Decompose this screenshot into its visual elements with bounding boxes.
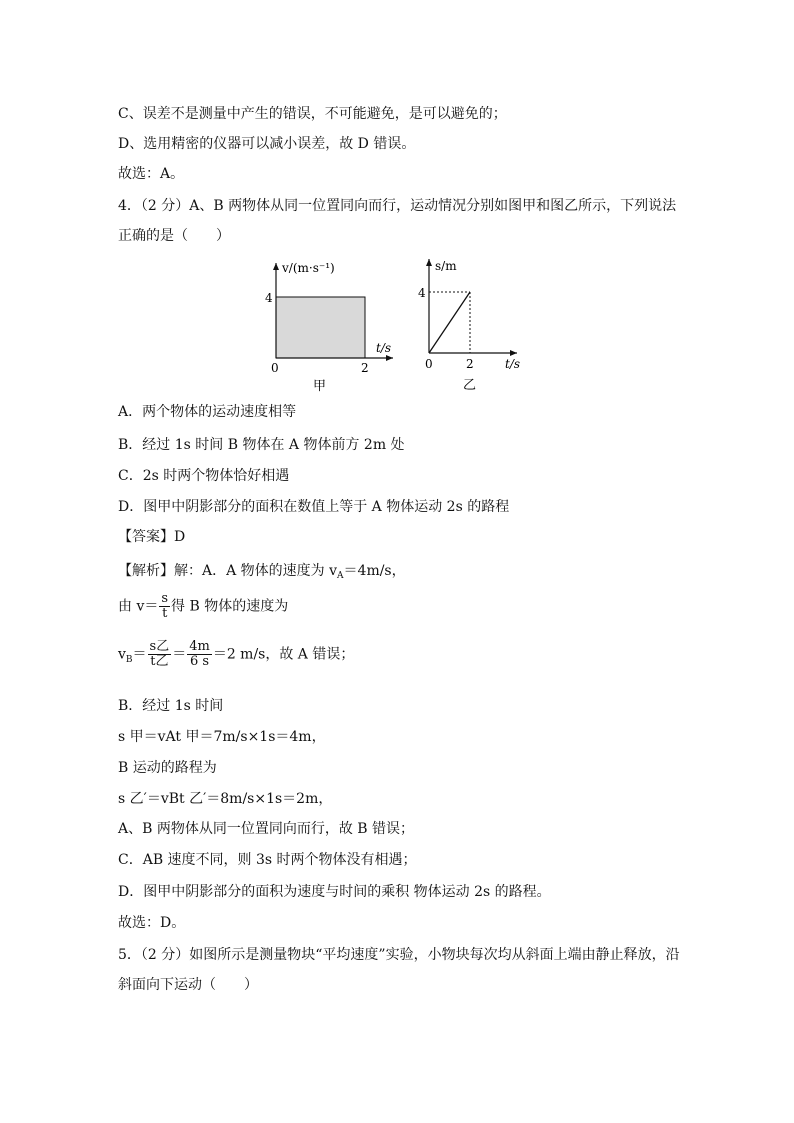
question-5-stem-cont: 斜面向下运动（ ）	[118, 977, 258, 993]
question-4-stem: 4．（2 分）A、B 两物体从同一位置同向而行，运动情况分别如图甲和图乙所示，下列说法	[118, 198, 677, 214]
explanation-2: 由 v＝ $\frac{s}{t}$ 得 B 物体的速度为	[118, 591, 289, 621]
jia-ylabel: v/(m·s⁻¹)	[282, 261, 335, 275]
line-c-error: C、误差不是测量中产生的错误，不可能避免，是可以避免的；	[118, 106, 507, 122]
option-d: D．图甲中阴影部分的面积在数值上等于 A 物体运动 2s 的路程	[118, 499, 510, 515]
yi-line	[429, 292, 470, 353]
yi-caption: 乙	[463, 378, 477, 393]
explanation-9: C．AB 速度不同，则 3s 时两个物体没有相遇；	[118, 852, 417, 868]
jia-xtick: 2	[361, 361, 369, 375]
explanation-11: 故选：D。	[118, 915, 186, 931]
explanation-1: 【解析】解：A．A 物体的速度为 $v_A=4m/s$，	[118, 563, 406, 581]
line-d-instrument: D、选用精密的仪器可以减小误差，故 D 错误。	[118, 136, 416, 152]
jia-origin: 0	[271, 361, 279, 375]
fraction-s-over-t: $\frac{s}{t}$	[161, 591, 169, 621]
fraction-s-yi-over-t-yi: $\frac{\text{s乙}}{\text{t乙}}$	[149, 639, 170, 669]
yi-ylabel: s/m	[435, 259, 457, 273]
jia-xlabel: t/s	[376, 341, 392, 355]
question-5-stem: 5．（2 分）如图所示是测量物块“平均速度”实验，小物块每次均从斜面上端由静止释放，沿	[118, 947, 680, 963]
option-c: C．2s 时两个物体恰好相遇	[118, 468, 290, 484]
option-a: A．两个物体的运动速度相等	[118, 404, 297, 420]
option-b: B．经过 1s 时间 B 物体在 A 物体前方 2m 处	[118, 437, 405, 453]
explanation-4: B．经过 1s 时间	[118, 698, 224, 714]
shaded-area	[276, 297, 365, 358]
question-4-stem-cont: 正确的是（ ）	[118, 228, 230, 244]
explanation-6: B 运动的路程为	[118, 760, 217, 776]
jia-caption: 甲	[313, 379, 327, 394]
fraction-4m-over-6s: $\frac{4m}{6 s}$	[189, 639, 210, 669]
yi-ytick: 4	[418, 286, 426, 300]
jia-ytick: 4	[265, 291, 273, 305]
explanation-7: s 乙′＝vBt 乙′＝8m/s×1s＝2m，	[118, 791, 333, 807]
line-answer-a: 故选：A。	[118, 166, 185, 182]
yi-xtick: 2	[466, 357, 474, 371]
figure-yi	[415, 255, 535, 405]
yi-origin: 0	[425, 357, 433, 371]
explanation-3: $v_B=$ $\frac{\text{s乙}}{\text{t乙}}$ ＝ $\frac{4m}{6 s}$ ＝2 m/s，故 A 错误；	[118, 639, 355, 669]
yi-xlabel: t/s	[505, 357, 521, 371]
explanation-5: s 甲＝vAt 甲＝7m/s×1s＝4m，	[118, 729, 326, 745]
answer-label: 【答案】D	[118, 529, 186, 545]
explanation-8: A、B 两物体从同一位置同向而行，故 B 错误；	[118, 821, 415, 837]
figure-jia	[255, 255, 405, 405]
explanation-10: D．图甲中阴影部分的面积为速度与时间的乘积 物体运动 2s 的路程。	[118, 884, 551, 900]
